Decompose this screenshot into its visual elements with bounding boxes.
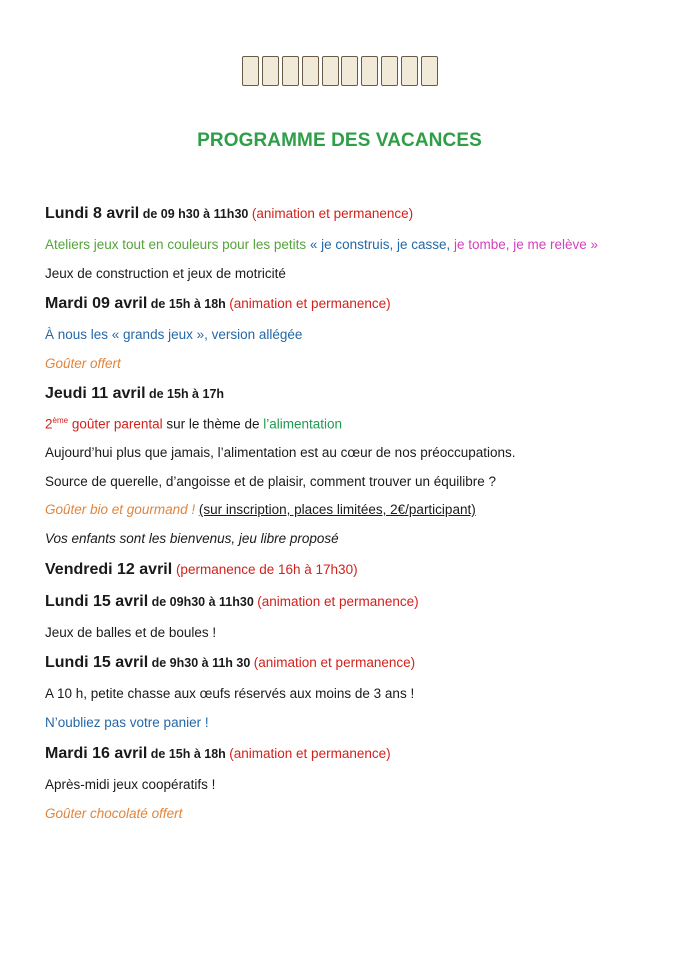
time-label: de 15h à 18h (147, 747, 230, 761)
logo-tile (302, 56, 319, 86)
time-label: de 09 h30 à 11h30 (139, 207, 252, 221)
time-label: de 09h30 à 11h30 (148, 595, 258, 609)
text-line: Jeux de balles et de boules ! (45, 625, 217, 640)
day-label: Lundi 15 avril (45, 593, 149, 610)
type-tag: (animation et permanence) (229, 296, 391, 311)
day-label: Lundi 8 avril (45, 205, 140, 222)
section-heading (45, 295, 391, 313)
logo-tile (322, 56, 339, 86)
type-tag: (animation et permanence) (257, 594, 419, 609)
logo-tile (381, 56, 398, 86)
section-heading (45, 745, 391, 763)
text-line: Source de querelle, d’angoisse et de plaisir, comment trouver un équilibre ? (45, 474, 497, 489)
text-line: A 10 h, petite chasse aux œufs réservés aux moins de 3 ans ! (45, 686, 415, 701)
text-line: À nous les « grands jeux », version allégée (45, 327, 303, 342)
text-line (45, 237, 598, 252)
logo-tile (341, 56, 358, 86)
logo-tile (361, 56, 378, 86)
section-heading (45, 561, 358, 579)
type-tag: (animation et permanence) (253, 655, 416, 670)
section-heading (45, 205, 413, 223)
text-span: je tombe, je me relève » (453, 237, 599, 252)
text-span: Goûter bio et gourmand ! (45, 502, 199, 517)
day-label: Mardi 09 avril (45, 295, 148, 312)
text-line: Vos enfants sont les bienvenus, jeu libre proposé (45, 531, 339, 546)
logo-tile (262, 56, 279, 86)
text-span: sur le thème de (162, 416, 264, 432)
day-label: Mardi 16 avril (45, 745, 148, 762)
text-span: (sur inscription, places limitées, 2€/participant) (198, 502, 476, 517)
text-line: Aujourd’hui plus que jamais, l’alimentation est au cœur de nos préoccupations. (45, 445, 516, 460)
type-tag: (animation et permanence) (251, 206, 414, 221)
type-tag: (animation et permanence) (229, 746, 391, 761)
text-line (45, 416, 342, 432)
text-span: goûter parental (68, 416, 163, 432)
time-label: de 15h à 17h (145, 387, 225, 401)
text-span: l’alimentation (263, 416, 343, 432)
day-label: Jeudi 11 avril (45, 385, 146, 402)
text-line (45, 502, 476, 517)
section-heading (45, 593, 419, 611)
superscript: ème (52, 416, 69, 425)
logo-tile (401, 56, 418, 86)
text-line: Goûter offert (45, 356, 121, 371)
section-heading (45, 654, 415, 672)
day-label: Lundi 15 avril (45, 654, 149, 671)
time-label: de 15h à 18h (147, 297, 230, 311)
text-line: Jeux de construction et jeux de motricité (45, 266, 286, 281)
logo-tile (282, 56, 299, 86)
logo-tile (242, 56, 259, 86)
day-label: Vendredi 12 avril (45, 561, 173, 578)
text-span: Ateliers jeux tout en couleurs pour les petits (45, 237, 310, 252)
text-line: Après-midi jeux coopératifs ! (45, 777, 216, 792)
text-span: « je construis, je casse, (309, 237, 454, 252)
section-heading (45, 385, 224, 403)
time-label: de 9h30 à 11h 30 (148, 656, 254, 670)
type-tag: (permanence de 16h à 17h30) (172, 562, 358, 577)
logo-tile (421, 56, 438, 86)
ludotheque-logo (242, 55, 438, 87)
page-title: PROGRAMME DES VACANCES (197, 130, 482, 151)
text-line: N’oubliez pas votre panier ! (45, 715, 209, 730)
text-line: Goûter chocolaté offert (45, 806, 183, 821)
text-span: 2 (45, 416, 53, 432)
